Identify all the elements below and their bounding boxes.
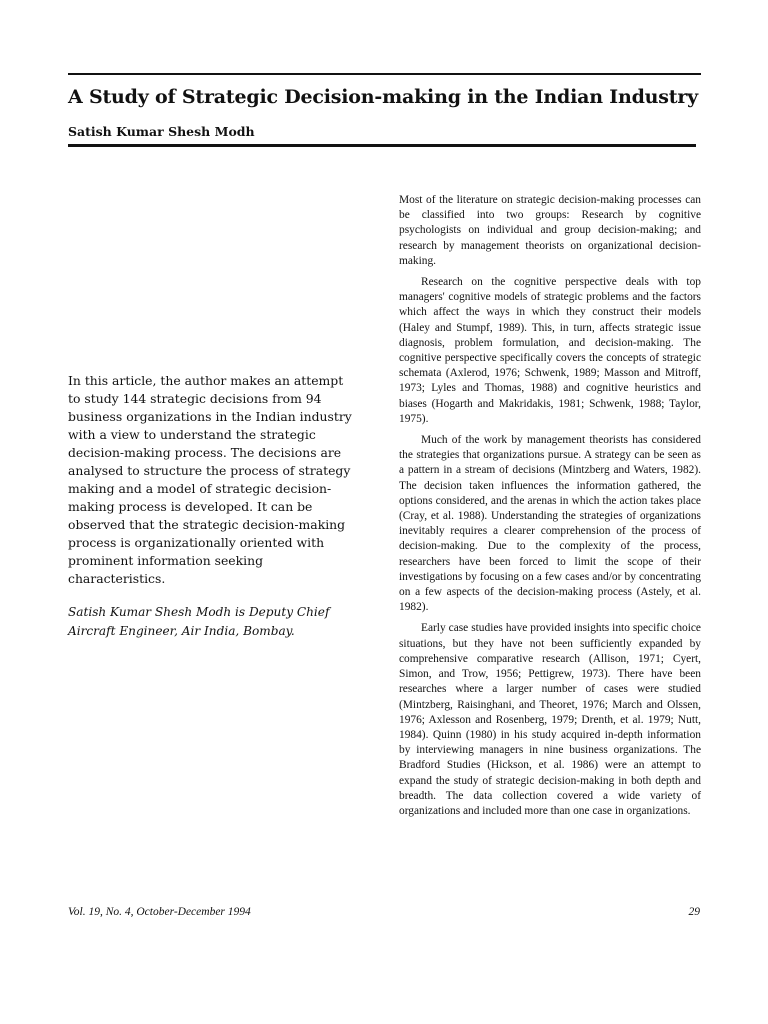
- article-title: A Study of Strategic Decision-making in the Indian Industry: [68, 86, 698, 108]
- top-rule: [68, 73, 701, 75]
- body-column: [399, 193, 701, 825]
- journal-issue: Vol. 19, No. 4, October-December 1994: [68, 906, 251, 918]
- body-paragraph: Early case studies have provided insights into specific choice situations, but they have not been sufficiently expanded by comprehensive comparative research (Allison, 1971; Cyert, Simon, and Trow, 1956; Pettigrew, 1973). There have been researches where a larger number of cases were studied (Mintzberg, Raisinghani, and Theoret, 1976; March and Olssen, 1976; Axlesson and Rosenberg, 1979; Drenth, et al. 1979; Nutt, 1984). Quinn (1980) in his study acquired in-depth information by interviewing managers in nine business organizations. The Bradford Studies (Hickson, et al. 1986) were an attempt to expand the study of strategic decision-making in both depth and breadth. The data collection covered a wide variety of organizations and included more than one case in organizations.: [399, 622, 701, 817]
- body-paragraph: Most of the literature on strategic decision-making processes can be classified into two groups: Research by cognitive psychologists on individual and group decision-making; and research by management theorists on organizational decision-making.: [399, 194, 701, 267]
- abstract-text: In this article, the author makes an attempt to study 144 strategic decisions from 94 business organizations in the Indian industry with a view to understand the strategic decision-making process. The decisions are analysed to structure the process of strategy making and a model of strategic decision-making process is developed. It can be observed that the strategic decision-making process is organizationally oriented with prominent information seeking characteristics.: [68, 373, 352, 586]
- body-paragraph: Research on the cognitive perspective deals with top managers' cognitive models of strategic problems and the factors which affect the ways in which they construct their models (Haley and Stumpf, 1989). This, in turn, affects strategic issue diagnosis, problem formulation, and decision-making. The cognitive perspective specifically covers the concepts of strategic schemata (Axlerod, 1976; Schwenk, 1989; Masson and Mitroff, 1973; Lyles and Thomas, 1988) and cognitive heuristics and biases (Hogarth and Makridakis, 1981; Schwenk, 1988; Taylor, 1975).: [399, 276, 701, 425]
- author-name: Satish Kumar Shesh Modh: [68, 124, 255, 139]
- page-number: 29: [688, 906, 700, 918]
- header-rule: [68, 144, 696, 147]
- author-bio: Satish Kumar Shesh Modh is Deputy Chief Aircraft Engineer, Air India, Bombay.: [68, 605, 330, 638]
- body-paragraph: Much of the work by management theorists has considered the strategies that organizations pursue. A strategy can be seen as a pattern in a stream of decisions (Mintzberg and Waters, 1982). The decision taken influences the information gathered, the options considered, and the arenas in which the action takes place (Cray, et al. 1988). Understanding the strategies of organizations inevitably requires a clearer comprehension of the process of decision-making. Due to the complexity of the process, researchers have been forced to limit the scope of their investigations by focusing on a few cases and/or by concentrating on a few aspects of the decision-making process (Astely, et al. 1982).: [399, 434, 701, 614]
